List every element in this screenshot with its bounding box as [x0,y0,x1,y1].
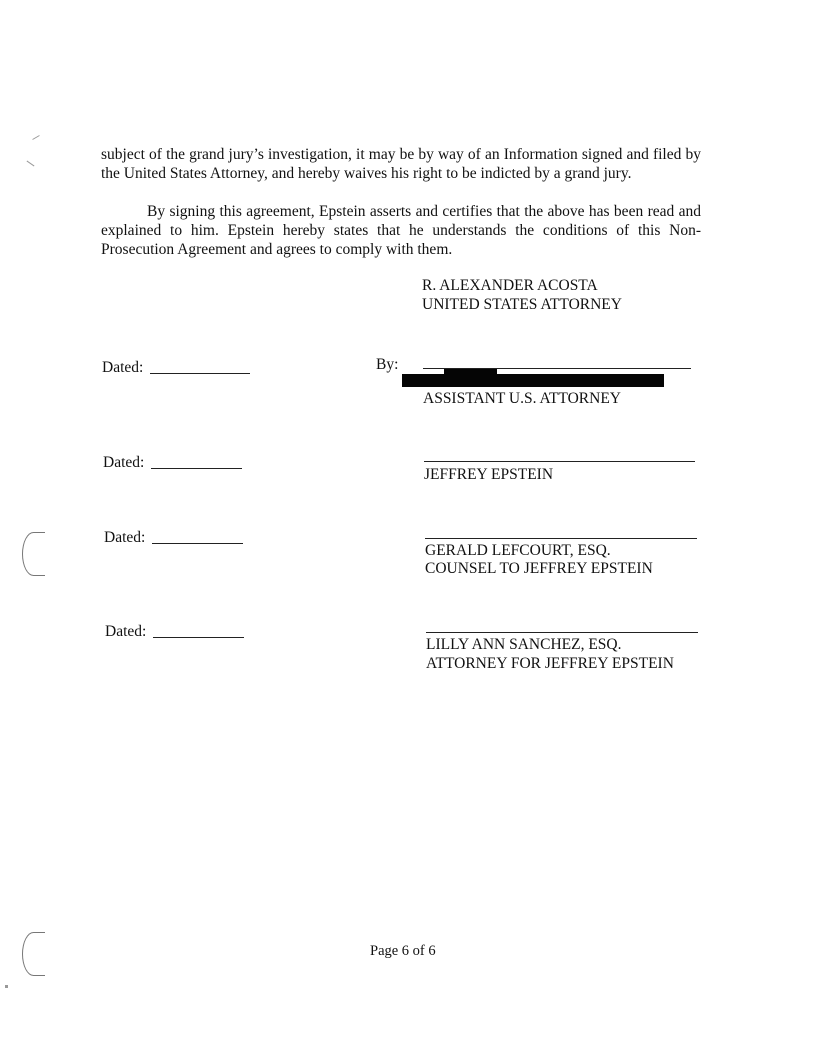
lefcourt-signature-line [425,538,697,539]
sanchez-signature-line [426,632,698,633]
scan-speck [27,161,35,167]
sanchez-title: ATTORNEY FOR JEFFREY EPSTEIN [426,655,674,672]
epstein-name: JEFFREY EPSTEIN [424,466,554,483]
dated-label-2: Dated: [103,454,145,471]
page-number: Page 6 of 6 [370,943,436,959]
date-line-4 [153,637,244,638]
date-line-1 [150,373,250,374]
dated-label-3: Dated: [104,529,146,546]
lefcourt-name: GERALD LEFCOURT, ESQ. [425,542,611,559]
sanchez-name: LILLY ANN SANCHEZ, ESQ. [426,636,622,653]
paragraph-waiver: subject of the grand jury’s investigation, it may be by way of an Information signed and filed by the United States Attorney, and hereby waives his right to be indicted by a grand jury. [101,146,701,182]
dated-label-1: Dated: [102,359,144,376]
scan-speck [5,985,8,988]
ausa-title: ASSISTANT U.S. ATTORNEY [423,390,621,407]
dated-label-4: Dated: [105,623,147,640]
epstein-signature-line [424,461,695,462]
paragraph-certification: By signing this agreement, Epstein asserts and certifies that the above has been read and explained to him. Epstein hereby states that he understands the conditions of this Non-Prosecution Agreement and agrees to comply with them. [101,203,701,258]
hole-punch-mark-icon [22,932,45,976]
scan-speck [32,135,39,140]
us-attorney-title: UNITED STATES ATTORNEY [422,296,622,313]
redaction-bar-top [444,369,497,376]
date-line-3 [152,543,243,544]
hole-punch-mark-icon [22,532,45,576]
us-attorney-name: R. ALEXANDER ACOSTA [422,277,598,294]
date-line-2 [151,468,242,469]
redaction-bar [402,374,664,387]
by-label: By: [376,356,399,373]
lefcourt-title: COUNSEL TO JEFFREY EPSTEIN [425,560,653,577]
